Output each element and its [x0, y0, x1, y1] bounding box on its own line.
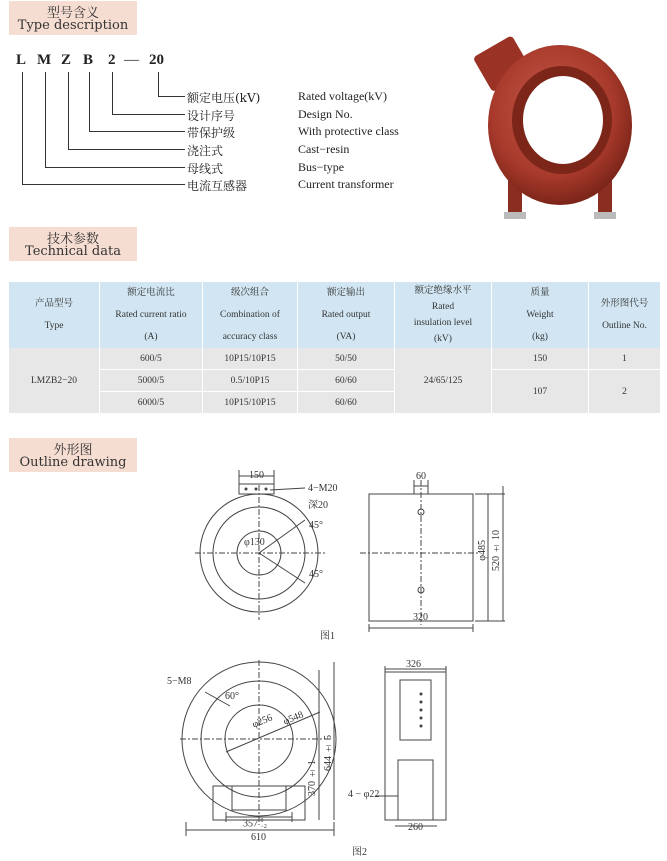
header-accuracy: 级次组合 Combination of accuracy class	[203, 282, 298, 348]
model-item-cn: 母线式	[187, 162, 224, 176]
technical-data-header	[9, 227, 137, 261]
fig2-dim-inner: φ256	[250, 712, 275, 731]
fig1-caption: 图1	[320, 631, 335, 642]
model-letter: 20	[149, 52, 164, 68]
cell-accuracy: 10P15/10P15	[203, 392, 298, 414]
model-item-en: Rated voltage(kV)	[298, 89, 387, 103]
fig2-dim-holes: 4 − φ22	[348, 789, 380, 800]
fig1-dim-angle1: 45°	[309, 520, 323, 531]
model-item-cn: 浇注式	[187, 144, 224, 158]
technical-data-table	[9, 282, 660, 414]
header-weight: 质量 Weight (kg)	[492, 282, 589, 348]
header-outline: 外形图代号 Outline No.	[589, 282, 661, 348]
header-ratio: 额定电流比 Rated current ratio (A)	[100, 282, 203, 348]
fig1-dim-bore: φ130	[244, 537, 265, 548]
cell-accuracy: 0.5/10P15	[203, 370, 298, 392]
model-item-en: Design No.	[298, 107, 353, 121]
cell-weight: 150	[492, 348, 589, 370]
cell-ratio: 5000/5	[100, 370, 203, 392]
type-description-title-en: Type description	[17, 18, 129, 33]
fig1-dim-bolt: 4−M20	[308, 483, 338, 494]
fig2-dim-side-base: 260	[408, 822, 423, 833]
cell-type: LMZB2−20	[9, 348, 100, 414]
model-item-cn: 带保护级	[187, 126, 236, 140]
fig2-caption: 图2	[352, 847, 367, 858]
model-letter: L	[16, 52, 27, 68]
fig2-dim-base	[243, 818, 267, 830]
cell-output: 60/60	[298, 370, 395, 392]
fig2-dim-height1: 370 ± 1	[307, 760, 318, 796]
cell-weight: 107	[492, 370, 589, 414]
table-row	[9, 348, 660, 370]
model-item-cn: 电流互感器	[187, 179, 248, 193]
outline-drawing-header	[9, 438, 137, 472]
cell-ratio: 600/5	[100, 348, 203, 370]
model-item-en: With protective class	[298, 124, 399, 138]
fig1-dim-side-dia: φ485	[477, 540, 488, 561]
fig2-dim-bolt: 5−M8	[167, 676, 192, 687]
outline-drawing-title-en: Outline drawing	[19, 455, 127, 470]
model-item-cn: 额定电压(kV)	[187, 91, 261, 105]
fig2-dim-angle: 60°	[225, 691, 239, 702]
fig2-dim-width: 610	[251, 832, 266, 843]
cell-ratio: 6000/5	[100, 392, 203, 414]
fig1-dim-side-width: 320	[413, 612, 428, 623]
cell-output: 60/60	[298, 392, 395, 414]
cell-insulation: 24/65/125	[395, 348, 492, 414]
header-output: 额定输出 Rated output (VA)	[298, 282, 395, 348]
model-letter: B	[83, 52, 94, 68]
fig2-dim-base-tolerance: 0 −2	[260, 818, 267, 830]
type-description-header	[9, 1, 137, 35]
fig2-dim-base-value: 357	[243, 818, 258, 830]
model-letter: 2	[108, 52, 116, 68]
fig2-dim-height2: 644 ± 5	[323, 735, 334, 771]
model-item-en: Bus−type	[298, 160, 345, 174]
technical-data-title-en: Technical data	[25, 244, 121, 259]
table-row	[9, 370, 660, 392]
fig1-dim-side-height: 520 ± 10	[491, 530, 502, 571]
product-photo	[470, 30, 640, 225]
fig2-dim-outer: φ548	[281, 709, 306, 728]
model-item-cn: 设计序号	[187, 109, 236, 123]
fig1-dim-top-width: 150	[249, 470, 264, 481]
header-type: 产品型号 Type	[9, 282, 100, 348]
outline-drawing-title-cn: 外形图	[53, 443, 93, 458]
type-description-title-cn: 型号含义	[46, 6, 99, 21]
model-letter: Z	[61, 52, 72, 68]
cell-accuracy: 10P15/10P15	[203, 348, 298, 370]
model-letter: —	[124, 52, 139, 68]
cell-output: 50/50	[298, 348, 395, 370]
fig1-dim-side-top: 60	[416, 471, 426, 482]
model-item-en: Cast−resin	[298, 142, 350, 156]
fig1-dim-angle2: 45°	[309, 569, 323, 580]
model-item-en: Current transformer	[298, 177, 394, 191]
cell-outline: 1	[589, 348, 661, 370]
fig1-dim-depth: 深20	[308, 500, 328, 511]
fig2-dim-side-width: 326	[406, 659, 421, 670]
technical-data-title-cn: 技术参数	[46, 232, 99, 247]
cell-outline: 2	[589, 370, 661, 414]
table-header-row	[9, 282, 660, 348]
header-insulation: 额定绝缘水平 Rated insulation level (kV)	[395, 282, 492, 348]
model-letter: M	[37, 52, 52, 68]
